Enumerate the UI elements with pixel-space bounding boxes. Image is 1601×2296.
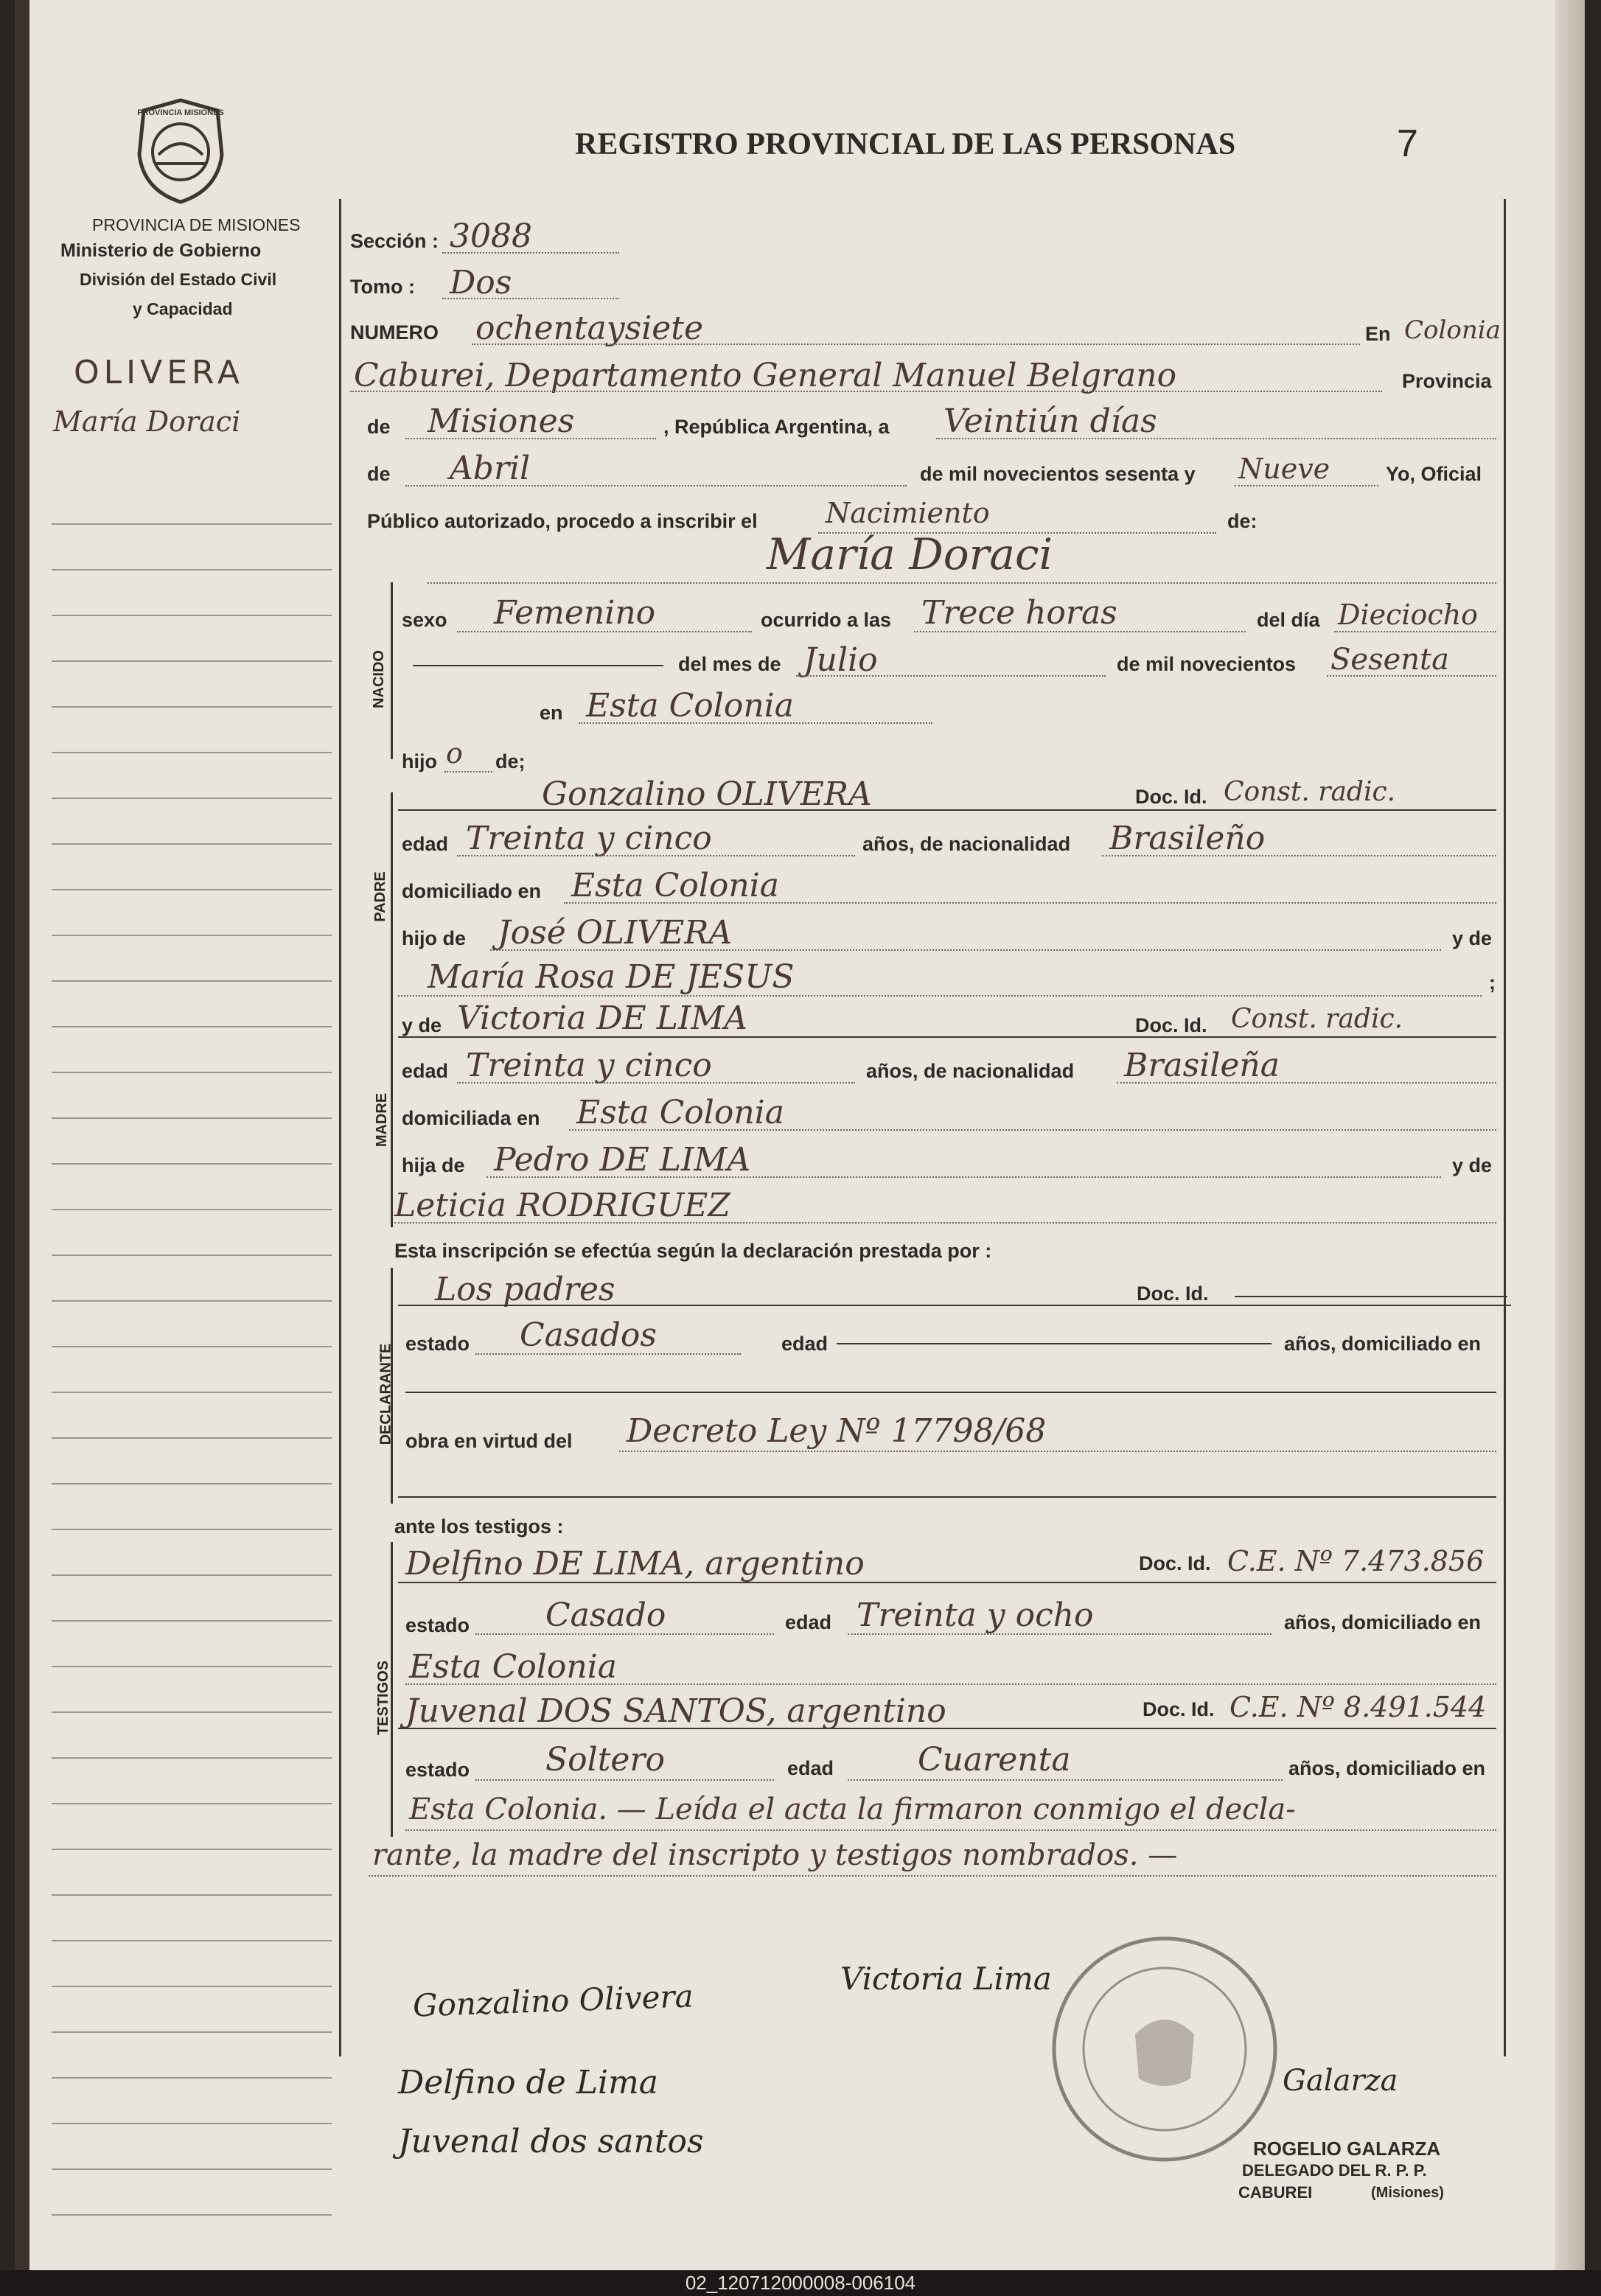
- field-dia-acta: Veintiún días: [943, 402, 1157, 440]
- label-madre-doc: Doc. Id.: [1135, 1014, 1207, 1036]
- field-madre-padre: Pedro DE LIMA: [494, 1141, 751, 1179]
- field-hijo-suffix: o: [446, 737, 463, 770]
- line-testigo2-nombre: [398, 1728, 1496, 1729]
- page-edge: [1555, 0, 1585, 2270]
- label-declarante-dom: años, domiciliado en: [1284, 1333, 1482, 1355]
- label-declarante-estado: estado: [405, 1333, 470, 1355]
- dots-anio-nac: [1327, 675, 1496, 677]
- label-padre-hijo-de: hijo de: [402, 927, 466, 949]
- dots-padre-nac: [1102, 855, 1496, 856]
- field-padre-nacionalidad: Brasileño: [1109, 820, 1266, 857]
- label-tomo: Tomo :: [350, 276, 415, 298]
- page-title: REGISTRO PROVINCIAL DE LAS PERSONAS: [575, 128, 1236, 161]
- label-mil-nov-sesenta: de mil novecientos sesenta y: [920, 463, 1196, 485]
- field-closing-2: rante, la madre del inscripto y testigos nombrados. —: [372, 1838, 1178, 1872]
- page-number: 7: [1397, 122, 1418, 165]
- dots-madre-nac: [1117, 1082, 1496, 1084]
- main-right-border: [1504, 199, 1506, 2056]
- label-obra: obra en virtud del: [405, 1430, 573, 1452]
- label-testigo1-edad: edad: [785, 1611, 832, 1633]
- official-stamp-icon: [1047, 1931, 1283, 2167]
- line-declarante-doc: [1235, 1296, 1507, 1297]
- dots-madre-dom: [569, 1129, 1496, 1131]
- dots-dia-nac: [1334, 631, 1496, 632]
- blank-line-nac: [413, 665, 663, 666]
- dots-testigo1-dom: [405, 1683, 1496, 1685]
- label-padre-edad: edad: [402, 833, 449, 855]
- field-declarante-estado: Casados: [520, 1316, 657, 1354]
- field-testigo1-edad: Treinta y ocho: [857, 1597, 1094, 1634]
- dots-seccion: [442, 252, 619, 254]
- signature-testigo1: Delfino de Lima: [398, 2064, 658, 2101]
- label-testigo2-estado: estado: [405, 1759, 470, 1781]
- line-declarante-dom: [405, 1392, 1496, 1393]
- field-testigo1-doc: C.E. Nº 7.473.856: [1227, 1545, 1485, 1577]
- document-page: [15, 0, 1585, 2270]
- signature-padre: Gonzalino Olivera: [412, 1978, 694, 2024]
- dots-testigo1-estado: [475, 1633, 774, 1635]
- label-testigo2-doc: Doc. Id.: [1143, 1698, 1215, 1720]
- signature-testigo2: Juvenal dos santos: [398, 2123, 704, 2160]
- label-padre-doc: Doc. Id.: [1135, 786, 1207, 808]
- dots-madre-madre: [394, 1222, 1496, 1224]
- binding-edge: [15, 0, 29, 2270]
- dots-madre-edad: [457, 1082, 855, 1084]
- org-line-3: División del Estado Civil: [80, 270, 277, 289]
- section-label-declarante: DECLARANTE: [377, 1343, 394, 1445]
- field-padre-domicilio: Esta Colonia: [571, 867, 779, 904]
- margin-ruled-lines: [52, 479, 332, 2233]
- field-hora: Trece horas: [921, 594, 1117, 632]
- field-madre-nacionalidad: Brasileña: [1124, 1047, 1280, 1084]
- field-testigo2-nombre: Juvenal DOS SANTOS, argentino: [405, 1692, 946, 1730]
- section-label-madre: MADRE: [374, 1092, 391, 1148]
- field-madre-doc: Const. radic.: [1231, 1004, 1403, 1034]
- signature-madre: Victoria Lima: [840, 1961, 1052, 1997]
- label-yo-oficial: Yo, Oficial: [1386, 463, 1482, 485]
- field-nombre-inscripto: María Doraci: [767, 529, 1053, 579]
- field-provincia: Misiones: [428, 402, 575, 440]
- label-testigo1-dom: años, domiciliado en: [1284, 1611, 1482, 1633]
- dots-declarante-estado: [475, 1353, 741, 1355]
- org-line-1: PROVINCIA DE MISIONES: [92, 215, 301, 234]
- label-testigo1-estado: estado: [405, 1614, 470, 1636]
- dots-lugar-nac: [579, 722, 932, 724]
- dots-decreto: [619, 1451, 1496, 1452]
- field-dia-nac: Dieciocho: [1338, 599, 1479, 631]
- field-testigo2-estado: Soltero: [545, 1741, 665, 1779]
- image-caption: 02_120712000008-006104: [0, 2270, 1601, 2296]
- dots-sexo: [457, 631, 752, 632]
- dots-provincia: [405, 438, 656, 439]
- label-del-mes: del mes de: [678, 653, 781, 675]
- label-sexo: sexo: [402, 609, 447, 631]
- field-padre-padre: José OLIVERA: [498, 914, 733, 952]
- label-numero: NUMERO: [350, 321, 439, 343]
- label-de-mil-nov: de mil novecientos: [1117, 653, 1297, 675]
- stamp-name: ROGELIO GALARZA: [1253, 2138, 1441, 2160]
- field-decreto: Decreto Ley Nº 17798/68: [627, 1412, 1047, 1450]
- label-en: En: [1365, 323, 1391, 345]
- seal-text: PROVINCIA MISIONES: [137, 108, 224, 117]
- stamp-place: CABUREI: [1238, 2183, 1313, 2202]
- label-de-semi: de;: [495, 750, 526, 772]
- label-en-lugar: en: [540, 702, 563, 724]
- dots-mes-nac: [796, 675, 1106, 677]
- field-numero: ochentaysiete: [475, 310, 704, 347]
- label-provincia: Provincia: [1402, 370, 1492, 392]
- dots-padre-dom: [564, 902, 1496, 904]
- field-testigo1-nombre: Delfino DE LIMA, argentino: [405, 1545, 865, 1583]
- field-testigo2-edad: Cuarenta: [918, 1741, 1071, 1779]
- label-republica: , República Argentina, a: [663, 416, 890, 438]
- margin-given-name: María Doraci: [53, 405, 241, 438]
- dots-padre-padre: [490, 949, 1441, 951]
- label-madre-domicilio: domiciliada en: [402, 1107, 540, 1129]
- padre-bracket: [391, 792, 393, 1006]
- label-de-mes: de: [367, 463, 391, 485]
- dots-dia-acta: [936, 438, 1496, 439]
- label-testigo2-dom: años, domiciliado en: [1288, 1757, 1486, 1779]
- org-line-2: Ministerio de Gobierno: [60, 240, 262, 261]
- line-declarante-end: [398, 1496, 1496, 1498]
- field-madre-nombre: Victoria DE LIMA: [457, 999, 748, 1037]
- field-testigo1-estado: Casado: [545, 1597, 666, 1634]
- field-closing-1: Esta Colonia. — Leída el acta la firmaron conmigo el decla-: [409, 1793, 1296, 1826]
- nacido-bracket: [391, 582, 393, 759]
- dots-testigo2-estado: [475, 1779, 774, 1781]
- line-declarante-edad: [837, 1343, 1272, 1344]
- label-declaracion: Esta inscripción se efectúa según la declaración prestada por :: [394, 1240, 992, 1262]
- stamp-role: DELEGADO DEL R. P. P.: [1242, 2161, 1427, 2180]
- label-ocurrido: ocurrido a las: [761, 609, 892, 631]
- dots-anio-acta: [1235, 485, 1378, 486]
- dots-madre-padre: [486, 1176, 1441, 1178]
- field-seccion: 3088: [450, 217, 532, 255]
- field-lugar-nac: Esta Colonia: [586, 687, 794, 725]
- label-de-colon: de:: [1227, 510, 1258, 532]
- provincial-seal-icon: [129, 96, 232, 206]
- field-place-line: Caburei, Departamento General Manuel Belgrano: [354, 357, 1177, 394]
- field-anio-nac: Sesenta: [1330, 643, 1449, 677]
- org-line-4: y Capacidad: [133, 299, 233, 318]
- field-padre-doc: Const. radic.: [1224, 777, 1396, 807]
- label-declarante-edad: edad: [781, 1333, 829, 1355]
- dots-closing-1: [405, 1829, 1496, 1831]
- field-testigo2-doc: C.E. Nº 8.491.544: [1229, 1691, 1487, 1723]
- dots-place-line: [350, 391, 1382, 392]
- label-semicolon: ;: [1489, 971, 1496, 994]
- field-padre-nombre: Gonzalino OLIVERA: [542, 775, 872, 813]
- label-declarante-doc: Doc. Id.: [1137, 1283, 1209, 1305]
- line-madre-nombre: [398, 1036, 1496, 1038]
- field-tipo-inscripcion: Nacimiento: [826, 497, 990, 529]
- label-seccion: Sección :: [350, 230, 439, 252]
- dots-padre-edad: [457, 855, 855, 856]
- section-label-padre: PADRE: [372, 871, 388, 922]
- dots-mes-acta: [405, 485, 907, 486]
- field-madre-domicilio: Esta Colonia: [576, 1094, 784, 1131]
- section-label-nacido: NACIDO: [370, 650, 387, 708]
- field-tomo: Dos: [450, 264, 512, 301]
- section-label-testigos: TESTIGOS: [375, 1660, 392, 1736]
- label-padre-domicilio: domiciliado en: [402, 880, 542, 902]
- field-testigo1-domicilio: Esta Colonia: [409, 1648, 617, 1686]
- line-testigo1-nombre: [398, 1582, 1496, 1583]
- line-padre-nombre: [398, 809, 1496, 811]
- label-madre-edad: edad: [402, 1060, 449, 1082]
- dots-hora: [914, 631, 1246, 632]
- label-padre-y-de: y de: [1452, 927, 1493, 949]
- label-padre-nac: años, de nacionalidad: [862, 833, 1071, 855]
- field-mes-acta: Abril: [450, 450, 531, 487]
- dots-tomo: [442, 298, 619, 299]
- label-hijo: hijo: [402, 750, 437, 772]
- dots-testigo1-edad: [848, 1633, 1272, 1635]
- label-testigo1-doc: Doc. Id.: [1139, 1552, 1211, 1574]
- stamp-place-paren: (Misiones): [1371, 2185, 1444, 2201]
- dots-numero: [472, 343, 1360, 345]
- label-madre-y-de-2: y de: [1452, 1154, 1493, 1176]
- madre-bracket: [391, 1006, 393, 1227]
- margin-surname: OLIVERA: [74, 354, 244, 391]
- label-testigo2-edad: edad: [787, 1757, 834, 1779]
- field-padre-edad: Treinta y cinco: [466, 820, 712, 857]
- field-mes-nac: Julio: [803, 641, 878, 679]
- field-madre-madre: Leticia RODRIGUEZ: [394, 1187, 730, 1224]
- field-anio-acta: Nueve: [1238, 453, 1330, 485]
- label-madre-nac: años, de nacionalidad: [866, 1060, 1075, 1082]
- label-del-dia: del día: [1257, 609, 1320, 631]
- line-declarante-nombre: [398, 1305, 1511, 1306]
- label-de: de: [367, 416, 391, 438]
- label-publico: Público autorizado, procedo a inscribir el: [367, 510, 758, 532]
- dots-nombre: [428, 582, 1496, 584]
- field-padre-madre: María Rosa DE JESUS: [428, 958, 795, 996]
- label-ante: ante los testigos :: [394, 1515, 564, 1538]
- signature-oficial: Galarza: [1283, 2064, 1398, 2098]
- label-madre-hija-de: hija de: [402, 1154, 465, 1176]
- dots-closing-2: [369, 1875, 1496, 1877]
- field-declarante-nombre: Los padres: [435, 1271, 615, 1308]
- field-sexo: Femenino: [494, 594, 656, 632]
- label-madre-y-de: y de: [402, 1014, 442, 1036]
- field-madre-edad: Treinta y cinco: [466, 1047, 712, 1084]
- dots-testigo2-edad: [848, 1779, 1283, 1781]
- field-en: Colonia: [1404, 315, 1501, 345]
- dots-padre-madre: [398, 995, 1482, 997]
- dots-hijo: [444, 771, 492, 772]
- main-left-border: [339, 199, 341, 2056]
